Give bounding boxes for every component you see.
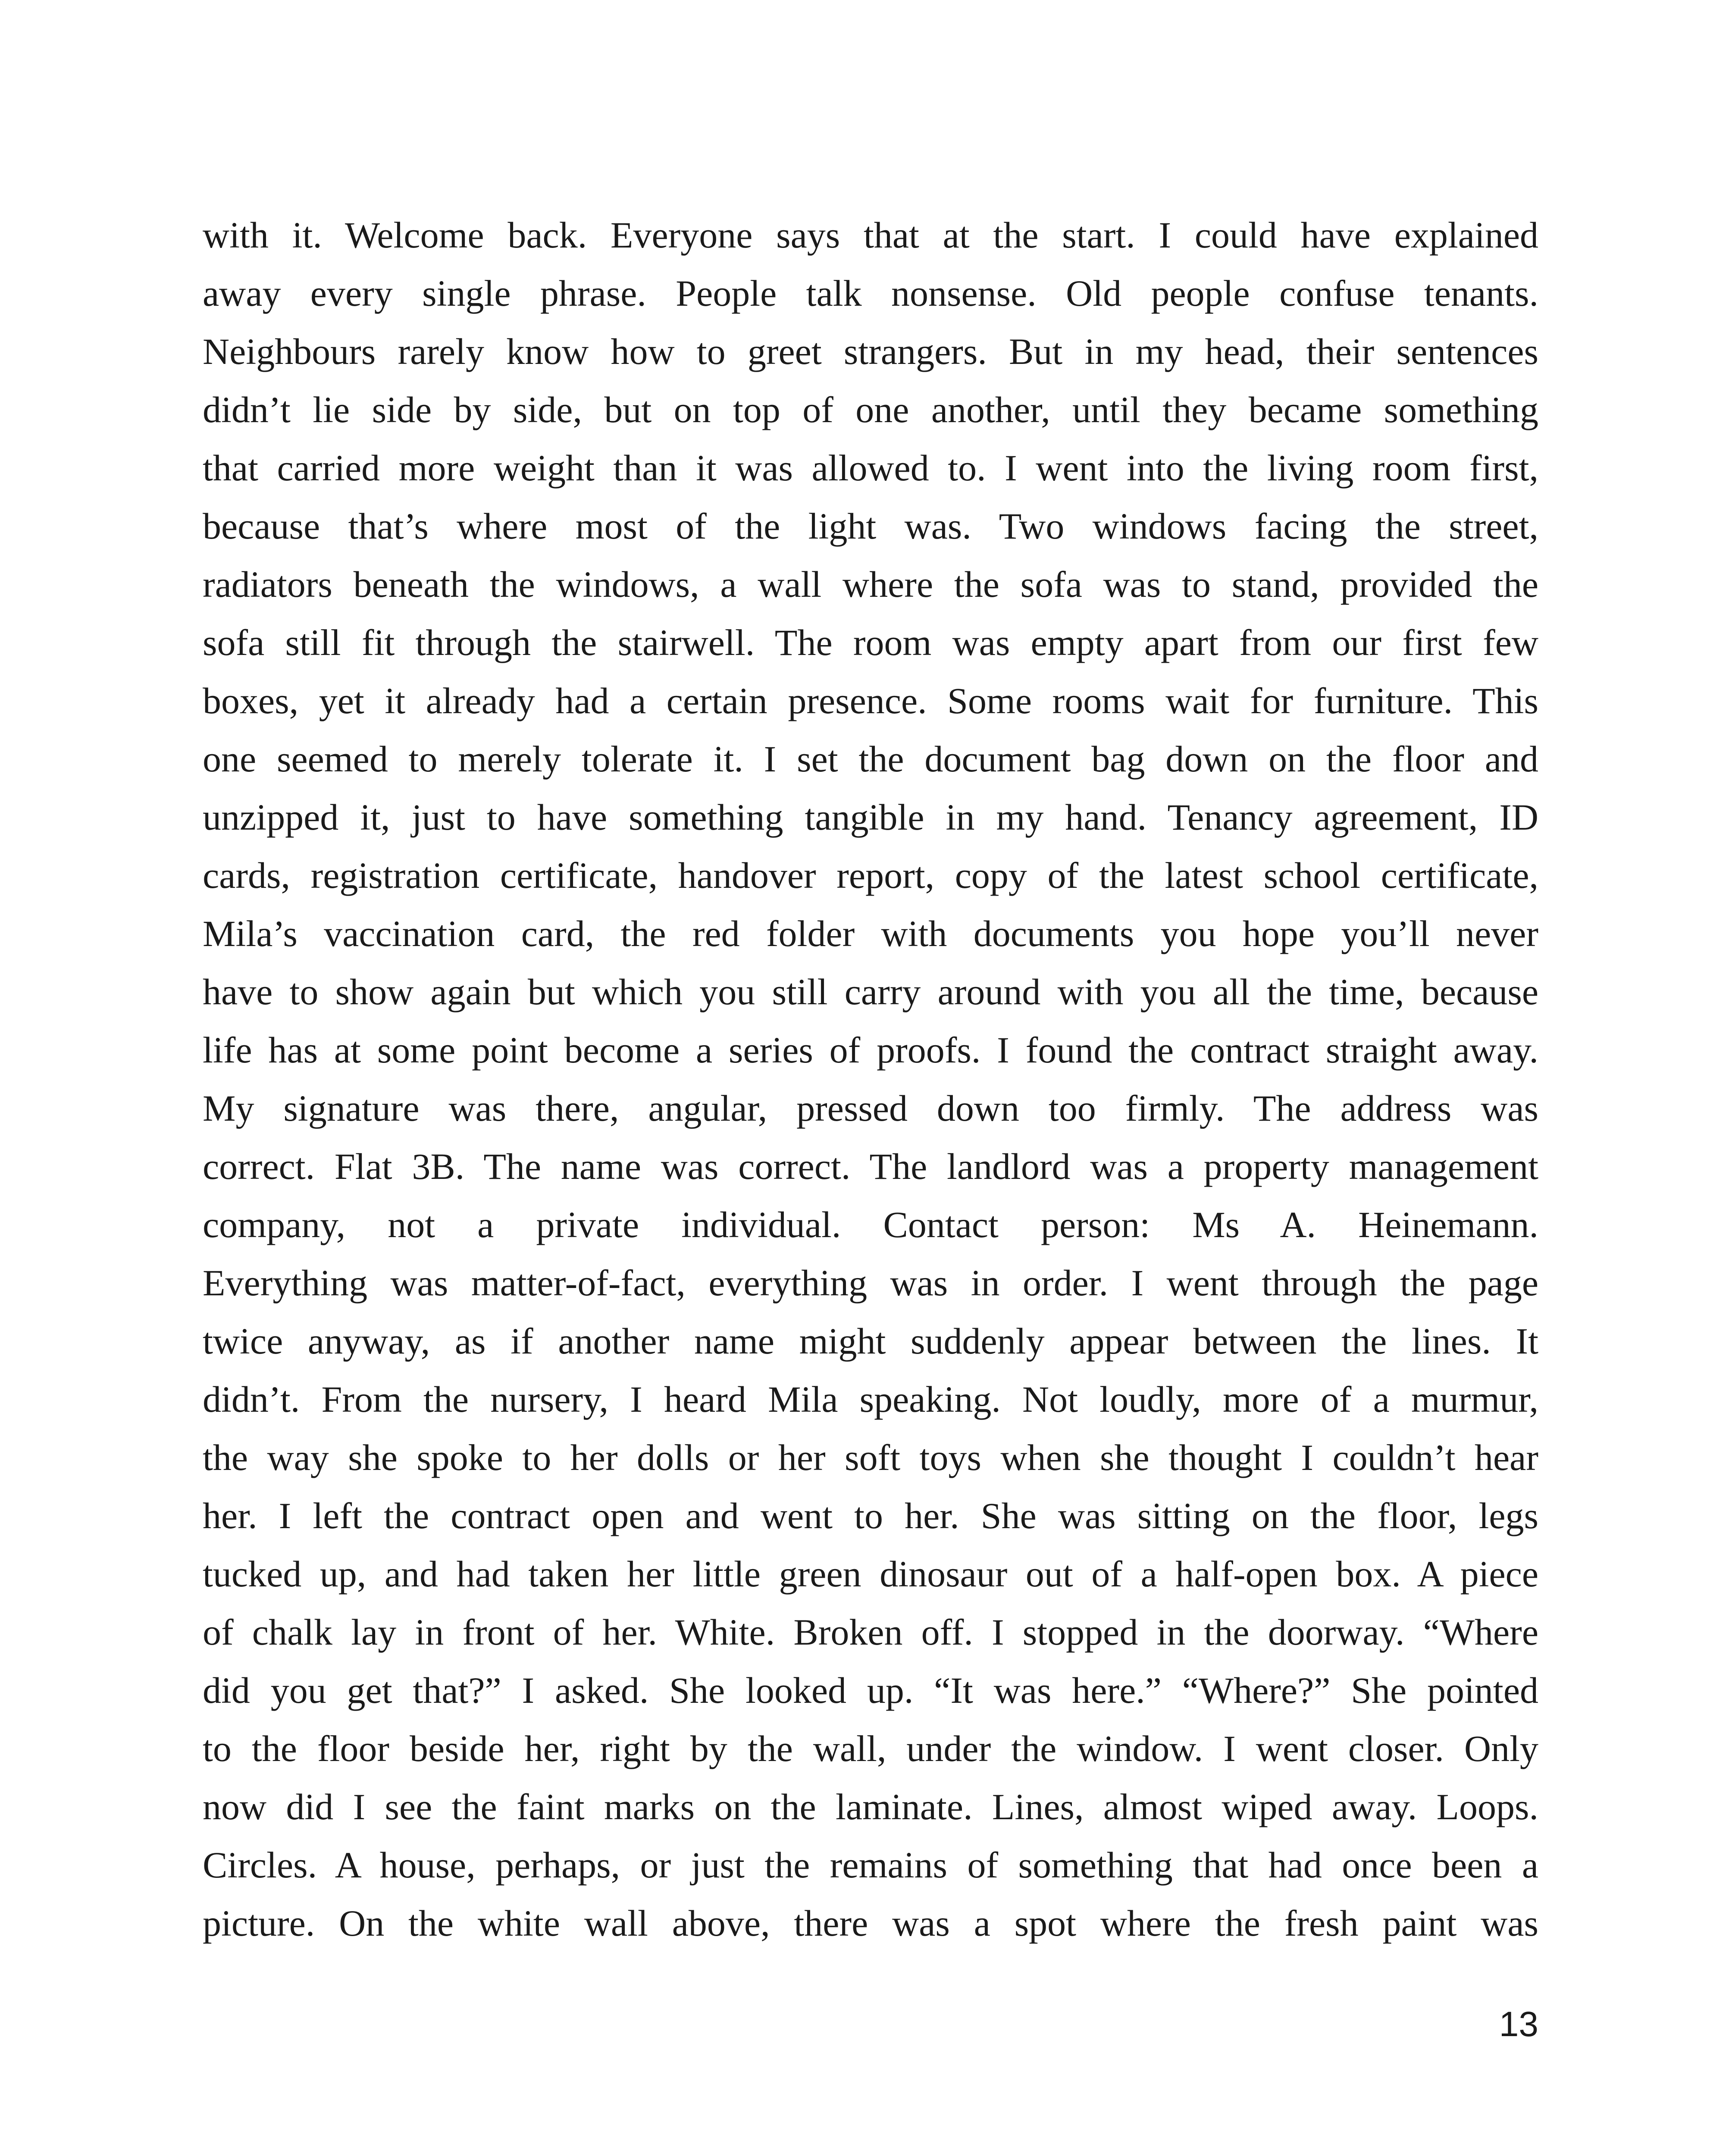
text-line: twice anyway, as if another name might suddenly appear between the lines. It — [203, 1320, 1538, 1362]
text-line: radiators beneath the windows, a wall where the sofa was to stand, provided the — [203, 564, 1538, 605]
text-line: one seemed to merely tolerate it. I set the document bag down on the floor and — [203, 738, 1538, 780]
text-line: My signature was there, angular, pressed down too firmly. The address was — [203, 1087, 1538, 1129]
text-line: now did I see the faint marks on the laminate. Lines, almost wiped away. Loops. — [203, 1786, 1538, 1827]
text-line: away every single phrase. People talk nonsense. Old people confuse tenants. — [203, 273, 1538, 314]
text-line: picture. On the white wall above, there was a spot where the fresh paint was — [203, 1902, 1538, 1944]
text-line: didn’t. From the nursery, I heard Mila speaking. Not loudly, more of a murmur, — [203, 1379, 1538, 1420]
text-line: sofa still fit through the stairwell. The room was empty apart from our first few — [203, 622, 1538, 663]
text-line: Neighbours rarely know how to greet strangers. But in my head, their sentences — [203, 331, 1538, 372]
text-line: her. I left the contract open and went to her. She was sitting on the floor, legs — [203, 1495, 1538, 1536]
text-line: boxes, yet it already had a certain presence. Some rooms wait for furniture. This — [203, 680, 1538, 721]
text-line: the way she spoke to her dolls or her soft toys when she thought I couldn’t hear — [203, 1437, 1538, 1478]
text-line: cards, registration certificate, handover report, copy of the latest school certificate, — [203, 855, 1538, 896]
text-line: with it. Welcome back. Everyone says that at the start. I could have explained — [203, 214, 1538, 256]
text-line: to the floor beside her, right by the wall, under the window. I went closer. Only — [203, 1728, 1538, 1769]
body-text — [203, 206, 1538, 1952]
text-line: of chalk lay in front of her. White. Broken off. I stopped in the doorway. “Where — [203, 1611, 1538, 1653]
text-line: did you get that?” I asked. She looked up. “It was here.” “Where?” She pointed — [203, 1670, 1538, 1711]
text-line: life has at some point become a series of proofs. I found the contract straight away. — [203, 1029, 1538, 1071]
text-line: Everything was matter-of-fact, everything was in order. I went through the page — [203, 1262, 1538, 1304]
text-line: unzipped it, just to have something tangible in my hand. Tenancy agreement, ID — [203, 796, 1538, 838]
text-line: correct. Flat 3B. The name was correct. The landlord was a property management — [203, 1146, 1538, 1187]
text-line: have to show again but which you still carry around with you all the time, because — [203, 971, 1538, 1012]
text-line: because that’s where most of the light was. Two windows facing the street, — [203, 505, 1538, 547]
text-line: tucked up, and had taken her little green dinosaur out of a half-open box. A piece — [203, 1553, 1538, 1595]
text-line: that carried more weight than it was allowed to. I went into the living room first, — [203, 447, 1538, 489]
page-number: 13 — [1499, 2005, 1538, 2044]
text-line: didn’t lie side by side, but on top of one another, until they became something — [203, 389, 1538, 430]
text-line: company, not a private individual. Contact person: Ms A. Heinemann. — [203, 1204, 1538, 1245]
text-line: Mila’s vaccination card, the red folder with documents you hope you’ll never — [203, 913, 1538, 954]
text-line: Circles. A house, perhaps, or just the remains of something that had once been a — [203, 1844, 1538, 1886]
